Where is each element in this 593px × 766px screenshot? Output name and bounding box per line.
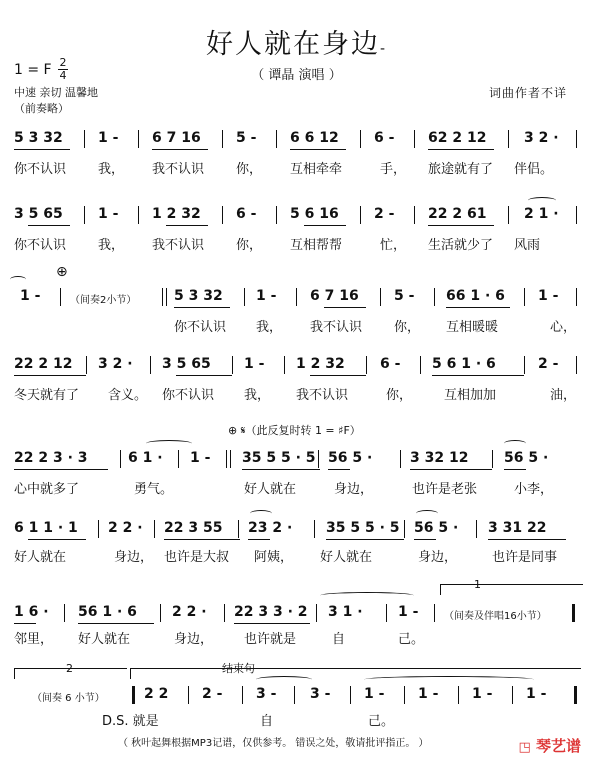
lyric: 你， <box>394 320 421 335</box>
measure: 56 1 · 6 <box>78 604 137 620</box>
barline <box>316 604 317 622</box>
barline <box>178 450 179 468</box>
time-signature <box>58 58 68 81</box>
measure: 6 7 16 <box>152 130 201 146</box>
lyric: 互相加加 <box>444 388 497 403</box>
measure: 6 1 · <box>128 450 163 466</box>
lyric: 身边， <box>334 482 374 497</box>
lyric: 旅途就有了 <box>428 162 494 177</box>
measure: 1 - <box>244 356 265 372</box>
lyric: 风雨 <box>514 238 541 253</box>
barline <box>414 206 415 224</box>
underline-beam <box>310 375 366 376</box>
lyric: 阿姨， <box>254 550 294 565</box>
meter-bottom: 4 <box>59 69 67 82</box>
underline-beam <box>234 623 310 624</box>
lyric-row-8 <box>14 710 580 728</box>
meter-top: 2 <box>59 56 67 69</box>
underline-beam <box>410 469 492 470</box>
measure: 3 5 65 <box>14 206 63 222</box>
barline <box>60 288 61 306</box>
measure: 5 - <box>394 288 415 304</box>
underline-beam <box>328 469 350 470</box>
barline <box>242 686 243 704</box>
underline-beam <box>166 225 208 226</box>
interlude-label: （间奏2小节） <box>70 295 137 306</box>
lyric: 心中就多了 <box>14 482 80 497</box>
interlude-label: （间奏 6 小节） <box>32 693 105 704</box>
lyric: 含义。 <box>108 388 148 403</box>
volta-number-1: 1 <box>474 578 481 591</box>
underline-beam <box>432 375 524 376</box>
barline <box>162 288 163 306</box>
barline <box>232 356 233 374</box>
measure: 56 5 · <box>504 450 549 466</box>
lyric: 也许就是 <box>244 632 297 647</box>
measure: 35 5 5 · 5 <box>242 450 316 466</box>
coda-sign: ⊕ <box>56 264 68 280</box>
measure: 6 - <box>380 356 401 372</box>
barline <box>138 206 139 224</box>
underline-beam <box>152 149 208 150</box>
lyric: 你， <box>236 162 263 177</box>
tie-arc <box>320 592 414 599</box>
barline <box>404 686 405 704</box>
measure: 2 - <box>202 686 223 702</box>
measure: 1 - <box>20 288 41 304</box>
lyric: 互相牵牵 <box>290 162 343 177</box>
measure: 1 - <box>98 206 119 222</box>
measure: 1 - <box>190 450 211 466</box>
underline-beam <box>242 469 320 470</box>
measure: 5 - <box>236 130 257 146</box>
lyric: 自 <box>260 714 274 729</box>
barline <box>296 288 297 306</box>
barline <box>244 288 245 306</box>
lyric: 你， <box>236 238 263 253</box>
underline-beam <box>28 225 70 226</box>
barline <box>138 130 139 148</box>
barline <box>84 206 85 224</box>
measure: 3 - <box>256 686 277 702</box>
underline-beam <box>414 539 436 540</box>
barline <box>230 450 231 468</box>
underline-beam <box>14 623 36 624</box>
measure: 6 1 1 · 1 <box>14 520 78 536</box>
watermark-logo-icon: ◳ <box>518 740 531 755</box>
measure: 1 - <box>256 288 277 304</box>
lyric: 你不认识 <box>162 388 215 403</box>
lyric: 身边， <box>114 550 154 565</box>
barline <box>434 604 435 622</box>
lyric: 我， <box>98 238 125 253</box>
measure: 1 - <box>398 604 419 620</box>
lyric: 身边， <box>418 550 458 565</box>
measure: 56 5 · <box>414 520 459 536</box>
title-text: 好人就在身边 <box>205 29 380 60</box>
score-row-2 <box>14 202 580 228</box>
measure: 1 - <box>418 686 439 702</box>
lyric: 好人就在 <box>244 482 297 497</box>
underline-beam <box>304 225 346 226</box>
measure: 1 - <box>472 686 493 702</box>
lyric-row-1 <box>14 158 580 176</box>
lyric: 手， <box>380 162 407 177</box>
measure: 22 3 3 · 2 <box>234 604 308 620</box>
barline <box>360 130 361 148</box>
barline <box>380 288 381 306</box>
measure: 1 - <box>538 288 559 304</box>
lyric: 生活就少了 <box>428 238 494 253</box>
barline <box>458 686 459 704</box>
measure: 2 2 <box>144 686 169 702</box>
lyric: 己。 <box>368 714 395 729</box>
measure: 3 5 65 <box>162 356 211 372</box>
lyric-row-2 <box>14 234 580 252</box>
lyric: 也许是同事 <box>492 550 558 565</box>
barline <box>222 206 223 224</box>
lyric: 我， <box>244 388 271 403</box>
lyric: 心， <box>550 320 577 335</box>
lyric: 你不认识 <box>174 320 227 335</box>
repeat-barline <box>132 686 135 704</box>
barline <box>576 206 577 224</box>
measure: 1 6 · <box>14 604 49 620</box>
lyric: 忙， <box>380 238 407 253</box>
lyric: 己。 <box>398 632 425 647</box>
lyric: 冬天就有了 <box>14 388 80 403</box>
lyric: 你不认识 <box>14 238 67 253</box>
measure: 22 2 3 · 3 <box>14 450 88 466</box>
barline <box>476 520 477 538</box>
measure: 3 32 12 <box>410 450 469 466</box>
ending-label: 结束句 <box>222 662 255 675</box>
underline-beam <box>174 307 230 308</box>
barline <box>284 356 285 374</box>
barline <box>508 206 509 224</box>
barline <box>386 604 387 622</box>
underline-beam <box>488 539 566 540</box>
barline <box>314 520 315 538</box>
lyric: 你不认识 <box>14 162 67 177</box>
barline <box>508 130 509 148</box>
lyric: 小李， <box>514 482 554 497</box>
key-signature: 1 = F <box>14 62 52 78</box>
barline <box>576 288 577 306</box>
measure: 3 2 · <box>98 356 133 372</box>
barline <box>318 450 319 468</box>
barline <box>98 520 99 538</box>
measure: 22 2 61 <box>428 206 487 222</box>
lyric: 好人就在 <box>320 550 373 565</box>
underline-beam <box>176 375 232 376</box>
measure: 2 2 · <box>172 604 207 620</box>
barline <box>64 604 65 622</box>
measure: 6 - <box>374 130 395 146</box>
underline-beam <box>446 307 510 308</box>
barline <box>350 686 351 704</box>
underline-beam <box>428 225 494 226</box>
segno-key-change: ⊕ 𝄋（此反复时转 1 = ♯F） <box>228 424 361 437</box>
measure: 3 31 22 <box>488 520 547 536</box>
watermark-text: 琴艺谱 <box>535 737 581 755</box>
tempo-marking: 中速 亲切 温馨地 <box>14 86 98 99</box>
barline <box>150 356 151 374</box>
final-barline <box>574 686 577 704</box>
measure: 3 2 · <box>524 130 559 146</box>
lyric: 你， <box>386 388 413 403</box>
barline <box>524 288 525 306</box>
underline-beam <box>326 539 404 540</box>
barline <box>166 288 167 306</box>
lyric: 也许是大叔 <box>164 550 230 565</box>
volta-bracket-1 <box>440 584 583 595</box>
barline <box>576 356 577 374</box>
lyric-row-4 <box>14 384 580 402</box>
underline-beam <box>78 623 154 624</box>
barline <box>226 450 227 468</box>
site-watermark <box>518 735 581 756</box>
barline <box>434 288 435 306</box>
underline-beam <box>290 149 346 150</box>
measure: 6 7 16 <box>310 288 359 304</box>
underline-beam <box>428 149 494 150</box>
lyric: 油， <box>550 388 577 403</box>
measure: 5 6 16 <box>290 206 339 222</box>
barline <box>524 356 525 374</box>
measure: 2 - <box>374 206 395 222</box>
underline-beam <box>14 149 70 150</box>
measure: 3 1 · <box>328 604 363 620</box>
transcription-note: （ 秋叶起舞根据MP3记谱，仅供参考。 错误之处，敬请批评指正。 ） <box>118 738 429 749</box>
lyric-row-6 <box>14 546 580 564</box>
composer-credit: 词曲作者不详 <box>488 86 567 100</box>
barline <box>294 686 295 704</box>
underline-beam <box>14 469 108 470</box>
barline <box>224 604 225 622</box>
measure: 5 6 1 · 6 <box>432 356 496 372</box>
barline <box>366 356 367 374</box>
lyric: 我不认识 <box>152 162 205 177</box>
underline-beam <box>164 539 240 540</box>
barline <box>154 520 155 538</box>
lyric: 伴侣。 <box>514 162 554 177</box>
tie-arc <box>10 276 26 283</box>
barline <box>222 130 223 148</box>
measure: 22 2 12 <box>14 356 73 372</box>
interlude-label: （间奏及伴唱16小节） <box>444 611 547 622</box>
lyric: 自 <box>332 632 346 647</box>
tie-arc <box>364 676 534 683</box>
repeat-barline <box>572 604 575 622</box>
underline-beam <box>324 307 366 308</box>
underline-beam <box>504 469 526 470</box>
underline-beam <box>14 375 86 376</box>
barline <box>120 450 121 468</box>
singer-line: （ 谭晶 演唱 ） <box>251 68 342 83</box>
measure: 1 2 32 <box>152 206 201 222</box>
lyric: 邻里， <box>14 632 54 647</box>
barline <box>400 450 401 468</box>
barline <box>414 130 415 148</box>
barline <box>160 604 161 622</box>
song-title <box>0 22 593 61</box>
score-row-8 <box>14 682 580 708</box>
lyric-row-7 <box>14 628 580 646</box>
barline <box>512 686 513 704</box>
measure: 1 - <box>364 686 385 702</box>
underline-beam <box>248 539 270 540</box>
measure: 1 - <box>98 130 119 146</box>
barline <box>576 130 577 148</box>
lyric: 好人就在 <box>78 632 131 647</box>
lyric: 身边， <box>174 632 214 647</box>
measure: 2 1 · <box>524 206 559 222</box>
title-mark: - <box>379 41 388 57</box>
measure: 23 2 · <box>248 520 293 536</box>
lyric: 好人就在 <box>14 550 67 565</box>
intro-note: （前奏略） <box>14 102 69 115</box>
measure: 3 - <box>310 686 331 702</box>
lyric: 我不认识 <box>310 320 363 335</box>
measure: 1 - <box>526 686 547 702</box>
lyric: 勇气。 <box>134 482 174 497</box>
barline <box>86 356 87 374</box>
lyric: 也许是老张 <box>412 482 478 497</box>
lyric: 互相暖暖 <box>446 320 499 335</box>
barline <box>492 450 493 468</box>
lyric: D.S. 就是 <box>102 714 159 729</box>
lyric-row-5 <box>14 478 580 496</box>
lyric: 我不认识 <box>296 388 349 403</box>
underline-beam <box>28 539 86 540</box>
barline <box>360 206 361 224</box>
measure: 62 2 12 <box>428 130 487 146</box>
measure: 1 2 32 <box>296 356 345 372</box>
barline <box>276 130 277 148</box>
measure: 2 - <box>538 356 559 372</box>
barline <box>188 686 189 704</box>
measure: 5 3 32 <box>14 130 63 146</box>
measure: 6 - <box>236 206 257 222</box>
measure: 66 1 · 6 <box>446 288 505 304</box>
lyric: 互相帮帮 <box>290 238 343 253</box>
barline <box>404 520 405 538</box>
measure: 2 2 · <box>108 520 143 536</box>
measure: 56 5 · <box>328 450 373 466</box>
measure: 6 6 12 <box>290 130 339 146</box>
lyric: 我， <box>98 162 125 177</box>
measure: 5 3 32 <box>174 288 223 304</box>
lyric: 我， <box>256 320 283 335</box>
barline <box>420 356 421 374</box>
lyric-row-3 <box>14 316 580 334</box>
tie-arc <box>256 676 312 683</box>
barline <box>276 206 277 224</box>
volta-number-2: 2 <box>66 662 73 675</box>
measure: 35 5 5 · 5 <box>326 520 400 536</box>
lyric: 我不认识 <box>152 238 205 253</box>
barline <box>84 130 85 148</box>
barline <box>238 520 239 538</box>
measure: 22 3 55 <box>164 520 223 536</box>
